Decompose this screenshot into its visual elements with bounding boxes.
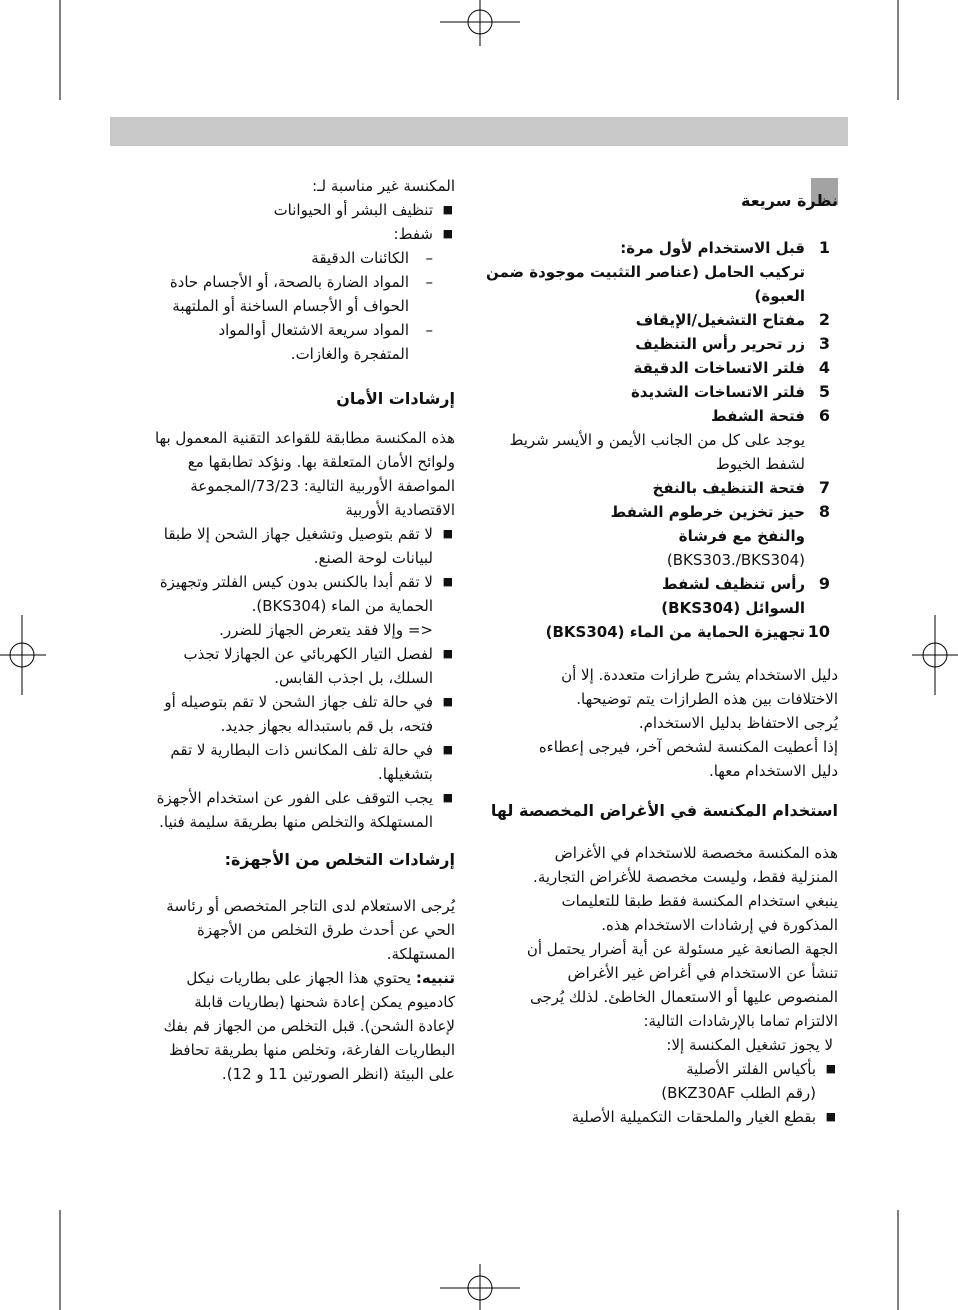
line-text: الكائنات الدقيقة [311,249,409,267]
item-block [480,500,838,572]
section-heading [115,848,455,872]
bullet-icon: ■ [442,203,453,216]
bullet-icon: ■ [825,1062,836,1075]
text-line [115,618,455,642]
text-line [115,498,455,522]
line-text: البطاريات الفارغة، وتخلص منها بطريقة تحافظ [169,1041,455,1059]
bullet-block [115,522,455,570]
line-text: لبيانات لوحة الصنع. [313,549,433,567]
bullet-icon: ■ [442,695,453,708]
line-text: ولوائح الأمان المتعلقة بها. ونؤكد تطابقها مع [187,453,455,471]
text-line [115,810,455,834]
text-line [480,404,838,428]
line-text: المستهلكة والتخلص منها بطريقة سليمة فنيا. [159,813,433,831]
line-text: بأكياس الفلتر الأصلية [686,1060,816,1078]
item-number: 1 [818,238,830,257]
text-line [115,426,455,450]
text-line [480,937,838,961]
line-text: مفتاح التشغيل/الإيقاف [635,311,805,329]
text-line [115,294,455,318]
bullet-block [480,1105,838,1129]
line-text: لا يجوز تشغيل المكنسة إلا: [666,1036,833,1054]
bullet-icon: ■ [442,743,453,756]
line-text: لإعادة الشحن). قبل التخلص من الجهاز قم بفك [163,1017,455,1035]
line-text: لشفط الخيوط [715,455,805,473]
line-text: السوائل (BKS304) [661,599,805,617]
text-line [115,966,455,990]
line-text: حيز تخزين خرطوم الشفط [610,503,805,521]
bullet-block [480,1057,838,1105]
para-block [480,663,838,783]
line-text: المستهلكة. [386,945,455,963]
line-text: العبوة) [754,287,805,305]
bullet-block [115,690,455,738]
text-line [115,1062,455,1086]
text-line [480,1009,838,1033]
text-line [115,342,455,366]
line-text: إرشادات التخلص من الأجهزة: [224,850,455,869]
line-text: المنزلية فقط، وليست مخصصة للأغراض التجارية. [533,868,838,886]
item-number: 10 [807,622,830,641]
text-line [480,500,838,524]
line-text: بتشغيلها. [377,765,433,783]
right-column [480,0,838,1129]
line-text: في حالة تلف المكانس ذات البطارية لا تقم [170,741,433,759]
text-line [480,1081,838,1105]
dash-icon: – [425,273,433,291]
line-text: دليل الاستخدام معها. [708,762,838,780]
text-line [480,985,838,1009]
indent-block [480,1033,838,1057]
item-block [480,356,838,380]
line-text: المذكورة في إرشادات الاستخدام هذه. [601,916,838,934]
bullet-icon: ■ [442,791,453,804]
item-block [480,476,838,500]
text-line [115,594,455,618]
text-line [480,308,838,332]
text-line [115,690,455,714]
text-line [115,474,455,498]
line-text: فلتر الاتساخات الشديدة [630,383,805,401]
text-line [115,222,455,246]
heading-block [480,799,838,823]
bullet-icon: ■ [442,647,453,660]
text-line [115,246,455,270]
line-text: الحواف أو الأجسام الساخنة أو الملتهبة [172,297,409,315]
line-text: والنفخ مع فرشاة [678,527,805,545]
para-block [115,426,455,522]
line-text: نظرة سريعة [741,191,838,210]
text-line [480,524,838,548]
text-line [480,711,838,735]
item-block [480,572,838,620]
line-text: إرشادات الأمان [336,389,455,408]
text-line [115,918,455,942]
line-text: الحماية من الماء (BKS304). [251,597,433,615]
text-line [115,522,455,546]
text-line [480,572,838,596]
line-text: على البيئة (انظر الصورتين 11 و 12). [221,1065,455,1083]
bullet-icon: ■ [825,1110,836,1123]
item-number: 5 [818,382,830,401]
line-text: المواد الضارة بالصحة، أو الأجسام حادة [169,273,409,291]
line-text: يُرجى الاحتفاظ بدليل الاستخدام. [638,714,838,732]
text-line [480,596,838,620]
line-text: فتحة الشفط [711,407,805,425]
line-text: المواد سريعة الاشتعال أوالمواد [218,321,409,339]
para-block [115,894,455,966]
line-text: المكنسة غير مناسبة لـ: [312,177,455,195]
dash-block [115,318,455,366]
item-number: 9 [818,574,830,593]
bullet-icon: ■ [442,227,453,240]
heading-block [115,387,455,411]
item-number: 3 [818,334,830,353]
line-text: الجهة الصانعة غير مسئولة عن أية أضرار يحتمل أن [526,940,838,958]
line-text: تنظيف البشر أو الحيوانات [273,201,433,219]
item-number: 2 [818,310,830,329]
bullet-icon: ■ [442,527,453,540]
section-heading [480,189,838,213]
item-number: 8 [818,502,830,521]
bullet-icon: ■ [442,575,453,588]
text-line [480,913,838,937]
line-text: زر تحرير رأس التنظيف [635,335,805,353]
text-line [115,318,455,342]
line-text: هذه المكنسة مخصصة للاستخدام في الأغراض [554,844,838,862]
line-text: السلك، بل اجذب القابس. [274,669,433,687]
bullet-block [115,570,455,642]
text-line [480,663,838,687]
text-line [115,546,455,570]
line-text: رأس تنظيف لشفط [661,575,805,593]
line-text: الاقتصادية الأوربية [345,501,455,519]
text-line [480,889,838,913]
dash-icon: – [425,249,433,267]
line-text: لفصل التيار الكهربائي عن الجهازلا تجذب [183,645,433,663]
text-line [480,687,838,711]
text-line [480,428,838,452]
line-text: دليل الاستخدام يشرح طرازات متعددة. إلا أن [561,666,838,684]
text-line [480,284,838,308]
text-line [480,236,838,260]
note-label: تنبيه: [415,969,455,987]
dash-block [115,270,455,318]
line-text: الحي عن أحدث طرق التخلص من الأجهزة [197,921,455,939]
text-line [115,714,455,738]
bullet-block [115,198,455,222]
text-line [115,666,455,690]
line-text: يُرجى الاستعلام لدى التاجر المتخصص أو رئاسة [166,897,455,915]
text-line [480,548,838,572]
dash-icon: – [425,321,433,339]
line-text: فتحه، بل قم باستبداله بجهاز جديد. [220,717,433,735]
item-number: 4 [818,358,830,377]
dash-block [115,246,455,270]
heading-block [115,848,455,872]
section-heading [115,387,455,411]
text-line [115,990,455,1014]
bullet-block [115,222,455,246]
text-line [115,762,455,786]
line-text: في حالة تلف جهاز الشحن لا تقم بتوصيله أو [164,693,433,711]
text-line [480,332,838,356]
item-number: 6 [818,406,830,425]
text-line [480,1033,838,1057]
item-block [480,236,838,308]
text-line [480,380,838,404]
text-line [115,942,455,966]
item-block [480,404,838,428]
line-text: يوجد على كل من الجانب الأيمن و الأيسر شريط [509,431,805,449]
line-text: إذا أعطيت المكنسة لشخص آخر، فيرجى إعطاءه [538,738,838,756]
text-line [115,786,455,810]
text-line [115,174,455,198]
line-text: الاختلافات بين هذه الطرازات يتم توضيحها. [576,690,838,708]
item-block [480,380,838,404]
text-line [480,841,838,865]
note-block [115,966,455,1086]
line-text: (BKS303./BKS304) [666,551,805,569]
text-line [480,759,838,783]
text-line [480,260,838,284]
line-text: تنشأ عن الاستخدام في أغراض غير الأغراض [567,964,838,982]
line-text: يحتوي هذا الجهاز على بطاريات نيكل [186,969,416,987]
bullet-block [115,738,455,786]
text-line [480,1057,838,1081]
section-heading [480,799,838,823]
line-text: (رقم الطلب BKZ30AF) [661,1084,816,1102]
line-text: قبل الاستخدام لأول مرة: [620,239,805,257]
text-line [480,476,838,500]
line-text: شفط: [393,225,433,243]
text-line [115,570,455,594]
item-number: 7 [818,478,830,497]
text-line [115,642,455,666]
item-block [480,332,838,356]
line-text: هذه المكنسة مطابقة للقواعد التقنية المعمول بها [154,429,455,447]
left-column [115,0,455,1086]
line-text: يجب التوقف على الفور عن استخدام الأجهزة [156,789,433,807]
text-line [480,452,838,476]
line-text: لا تقم أبدا بالكنس بدون كيس الفلتر وتجهيزة [159,573,433,591]
line-text: لا تقم بتوصيل وتشغيل جهاز الشحن إلا طبقا [163,525,433,543]
line-text: المنصوص عليها أو الاستعمال الخاطئ. لذلك يُرجى [529,988,838,1006]
item-block [480,620,838,644]
line-text: المواصفة الأوربية التالية: 73/23/المجموعة [190,477,455,495]
text-line [480,865,838,889]
line-text: كادميوم يمكن إعادة شحنها (بطاريات قابلة [194,993,455,1011]
line-text: الالتزام تماما بالإرشادات التالية: [643,1012,838,1030]
text-line [480,620,838,644]
line-text: تركيب الحامل (عناصر التثبيت موجودة ضمن [485,263,805,281]
sub-block [480,428,838,476]
item-block [480,308,838,332]
line-text: <= وإلا فقد يتعرض الجهاز للضرر. [219,621,433,639]
line-text: ينبغي استخدام المكنسة فقط طبقا للتعليمات [561,892,838,910]
line-text: فتحة التنظيف بالنفخ [652,479,805,497]
para-block [115,174,455,198]
bullet-block [115,642,455,690]
para-block [480,841,838,1033]
text-line [115,738,455,762]
line-text: فلتر الاتساخات الدقيقة [633,359,805,377]
line-text: المتفجرة والغازات. [290,345,409,363]
heading-block [480,189,838,213]
text-line [115,1038,455,1062]
text-line [115,198,455,222]
text-line [115,1014,455,1038]
text-line [115,270,455,294]
text-line [480,356,838,380]
line-text: استخدام المكنسة في الأغراض المخصصة لها [490,801,838,820]
text-line [480,735,838,759]
text-line [480,1105,838,1129]
bullet-block [115,786,455,834]
text-line [115,894,455,918]
line-text: تجهيزة الحماية من الماء (BKS304) [545,623,805,641]
text-line [115,450,455,474]
text-line [480,961,838,985]
line-text: بقطع الغيار والملحقات التكميلية الأصلية [571,1108,816,1126]
